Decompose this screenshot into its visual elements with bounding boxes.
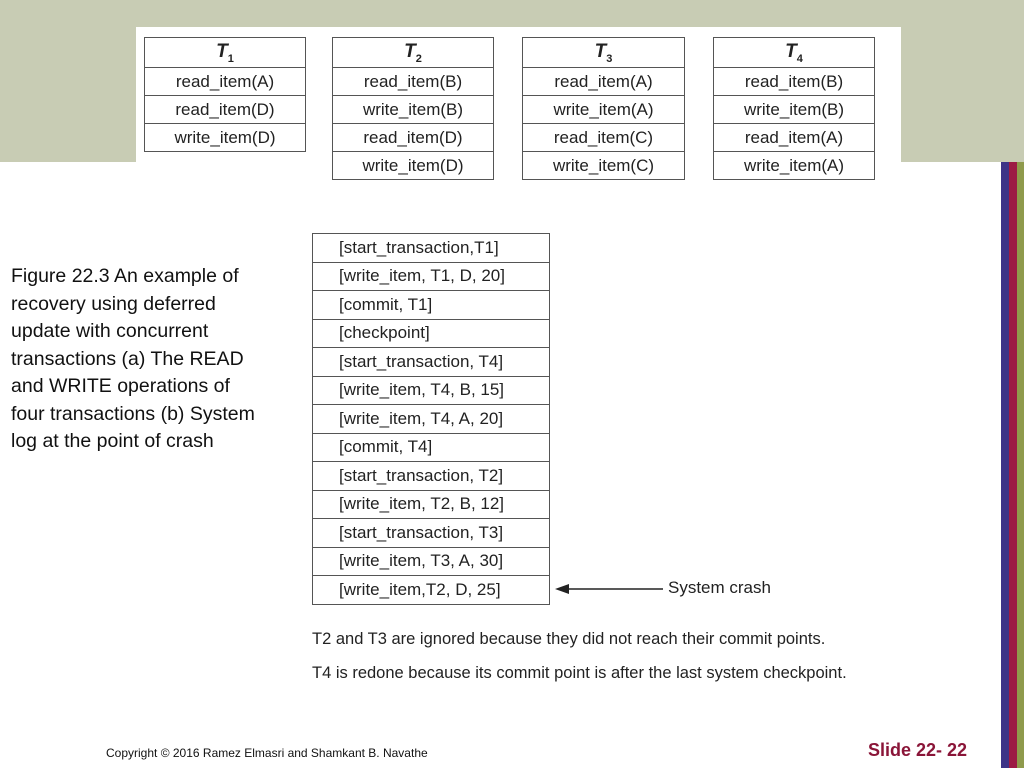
system-crash-label: System crash (668, 578, 771, 597)
log-entry: [start_transaction, T3] (313, 519, 550, 548)
operation-cell: write_item(D) (333, 152, 494, 180)
operation-cell: read_item(D) (333, 124, 494, 152)
log-entry: [start_transaction,T1] (313, 234, 550, 263)
log-entry: [start_transaction, T2] (313, 462, 550, 491)
transaction-header: $T_2$ (333, 38, 494, 68)
side-stripe-red (1009, 162, 1017, 768)
log-entry: [write_item, T4, A, 20] (313, 405, 550, 434)
operation-cell: write_item(C) (523, 152, 685, 180)
side-stripe-olive (1017, 162, 1024, 768)
operation-cell: write_item(B) (333, 96, 494, 124)
operation-cell: write_item(A) (523, 96, 685, 124)
note-ignored: T2 and T3 are ignored because they did not reach their commit points. (312, 630, 826, 648)
operation-cell: read_item(A) (714, 124, 875, 152)
transaction-table-t1 (144, 37, 306, 152)
operation-cell: read_item(B) (714, 68, 875, 96)
operation-cell: read_item(A) (523, 68, 685, 96)
log-entry: [start_transaction, T4] (313, 348, 550, 377)
transaction-table-t3 (522, 37, 685, 180)
log-entry: [checkpoint] (313, 319, 550, 348)
transaction-header: $T_4$ (714, 38, 875, 68)
operation-cell: write_item(B) (714, 96, 875, 124)
transaction-table-t4 (713, 37, 875, 180)
log-entry: [write_item, T1, D, 20] (313, 262, 550, 291)
operation-cell: write_item(D) (145, 124, 306, 152)
operation-cell: read_item(A) (145, 68, 306, 96)
log-entry: [commit, T1] (313, 291, 550, 320)
system-log-table (312, 233, 550, 605)
crash-arrow-icon (555, 581, 665, 597)
slide-number: Slide 22- 22 (868, 740, 968, 760)
transaction-table-t2 (332, 37, 494, 180)
note-redone: T4 is redone because its commit point is after the last system checkpoint. (312, 664, 847, 682)
operation-cell: read_item(C) (523, 124, 685, 152)
operation-cell: read_item(B) (333, 68, 494, 96)
log-entry: [commit, T4] (313, 433, 550, 462)
log-entry: [write_item, T4, B, 15] (313, 376, 550, 405)
log-entry-crash-point: [write_item,T2, D, 25] (313, 576, 550, 605)
figure-caption: Figure 22.3 An example of recovery using deferred update with concurrent transactions (a) The READ and WRITE operations of four transactions (b) System log at the point of crash (11, 265, 255, 452)
operation-cell: read_item(D) (145, 96, 306, 124)
transaction-header: $T_1$ (145, 38, 306, 68)
log-entry: [write_item, T2, B, 12] (313, 490, 550, 519)
copyright-footer: Copyright © 2016 Ramez Elmasri and Shamkant B. Navathe (106, 746, 428, 760)
transaction-header: $T_3$ (523, 38, 685, 68)
log-entry: [write_item, T3, A, 30] (313, 547, 550, 576)
operation-cell: write_item(A) (714, 152, 875, 180)
side-stripe-blue (1001, 162, 1009, 768)
